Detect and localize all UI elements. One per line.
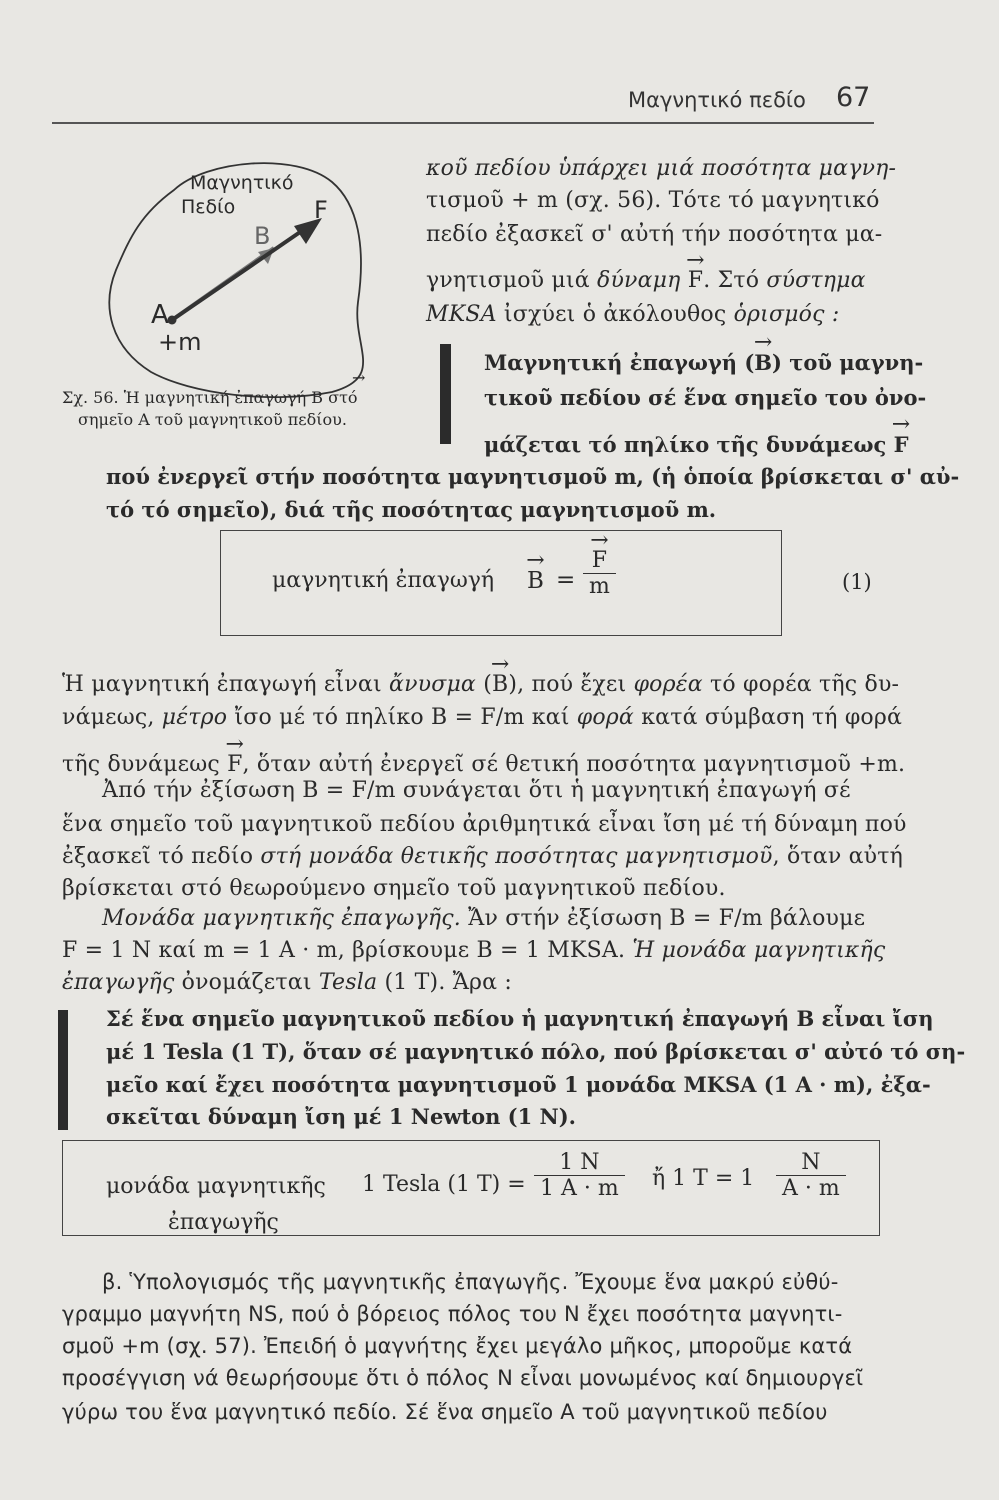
body-1-line-10-a: ἐπαγωγῆς — [62, 970, 175, 995]
formula-1-b-vector: → B — [527, 568, 544, 594]
body-1-magnitude-term: μέτρο — [161, 705, 228, 730]
figure-region-label-2: Πεδίο — [181, 196, 236, 218]
body-1-line-4: Ἀπό τήν ἐξίσωση B = F/m συνάγεται ὅτι ἡ μαγνητική ἐπαγωγή σέ — [102, 778, 851, 803]
body-1-vector-term: ἄνυσμα — [389, 672, 476, 697]
definition-2-line-1: Σέ ἕνα σημεῖο μαγνητικοῦ πεδίου ἡ μαγνητική ἐπαγωγή B εἶναι ἴση — [106, 1006, 934, 1031]
body-1-line-1-g: τό φορέα τῆς δυ- — [702, 672, 900, 697]
intro-line-5 — [426, 302, 839, 327]
definition-1-line-1-c: ) τοῦ μαγνη- — [772, 350, 924, 375]
intro-line-1: κοῦ πεδίου ὑπάρχει μιά ποσότητα μαγνη- — [426, 156, 897, 181]
header-rule — [52, 122, 874, 124]
formula-1-frac — [583, 548, 616, 599]
body-1-unit-charge-phrase: στή μονάδα θετικῆς ποσότητας μαγνητισμοῦ — [260, 844, 773, 869]
intro-line-4-a: γνητισμοῦ μιά — [426, 268, 598, 293]
formula-1-f-vector: → F — [592, 548, 607, 573]
formula-1-equals: = — [556, 567, 576, 593]
intro-definition-term: ὁρισμός : — [733, 302, 840, 327]
figure-b-label: B — [254, 222, 271, 250]
body-1-line-1 — [62, 672, 899, 697]
figure-point-a-label: A — [151, 300, 169, 330]
definition-1-f-vector: → F — [894, 432, 909, 457]
figure-caption-line-2: σημεῖο A τοῦ μαγνητικοῦ πεδίου. — [78, 410, 347, 429]
formula-2-denominator-1: 1 A · m — [534, 1175, 625, 1201]
running-head-title: Μαγνητικό πεδίο — [628, 88, 806, 112]
body-1-line-1-a: Ἡ μαγνητική ἐπαγωγή εἶναι — [62, 672, 390, 697]
definition-2-marker-bar — [58, 1010, 68, 1130]
formula-2-numerator-1: 1 N — [559, 1150, 600, 1175]
body-1-line-3-c: , ὅταν αὐτή ἐνεργεῖ σέ θετική ποσότητα μαγνητισμοῦ +m. — [242, 752, 906, 777]
formula-1-lhs — [527, 568, 544, 594]
formula-1-label: μαγνητική ἐπαγωγή — [272, 568, 495, 593]
definition-1-line-2: τικοῦ πεδίου σέ ἕνα σημεῖο του ὀνο- — [484, 385, 927, 410]
f-vector-line — [172, 228, 306, 320]
figure-caption-vector-arrow: → — [352, 368, 366, 387]
section-b-line-1-b: Ἔχουμε ἕνα μακρύ εὐθύ- — [568, 1270, 839, 1294]
body-1-line-10-d: (1 T). Ἄρα : — [377, 970, 513, 995]
body-1-line-10-b: ὀνομάζεται — [174, 970, 319, 995]
formula-1-numerator — [583, 548, 616, 573]
body-1-line-6-a: ἐξασκεῖ τό πεδίο — [62, 844, 261, 869]
definition-2-line-2: μέ 1 Tesla (1 T), ὅταν σέ μαγνητικό πόλο, πού βρίσκεται σ' αὐτό τό ση- — [106, 1039, 966, 1064]
body-1-line-10 — [62, 970, 512, 995]
body-1-line-1-e: ), πού ἔχει — [508, 672, 634, 697]
section-b-line-1 — [102, 1270, 839, 1294]
body-1-line-2-e: κατά σύμβαση τή φορά — [634, 705, 903, 730]
formula-2-label-2: ἐπαγωγῆς — [168, 1210, 279, 1235]
intro-line-4-d: . Στό — [703, 268, 767, 293]
intro-line-4 — [426, 268, 866, 293]
intro-line-2: τισμοῦ + m (σχ. 56). Τότε τό μαγνητικό — [426, 188, 880, 213]
figure-f-label: F — [314, 196, 328, 224]
formula-1-number: (1) — [842, 570, 872, 594]
body-1-line-2-a: νάμεως, — [62, 705, 162, 730]
formula-2-denominator-2: A · m — [776, 1175, 846, 1201]
body-1-line-8-b: Ἄν στήν ἐξίσωση B = F/m βάλουμε — [460, 906, 866, 931]
body-1-line-9-a: F = 1 N καί m = 1 A · m, βρίσκουμε B = 1 MKSA. — [62, 938, 633, 963]
formula-2-frac-1 — [534, 1150, 625, 1201]
formula-2-fraction-2 — [776, 1150, 846, 1201]
body-1-line-2-c: ἴσο μέ τό πηλίκο B = F/m καί — [227, 705, 577, 730]
formula-2-mid: ἤ 1 T = 1 — [652, 1166, 755, 1191]
page-number: 67 — [836, 82, 871, 113]
formula-2-numerator-2: N — [801, 1150, 821, 1175]
definition-1-b-vector: → B — [754, 350, 772, 375]
definition-2-line-3: μεῖο καί ἔχει ποσότητα μαγνητισμοῦ 1 μονάδα MKSA (1 A · m), ἐξα- — [106, 1072, 931, 1097]
definition-1-line-1-a: Μαγνητική ἐπαγωγή ( — [484, 350, 755, 375]
body-1-direction-term: φορά — [576, 705, 634, 730]
body-1-line-1-c: ( — [476, 672, 492, 697]
body-1-line-2 — [62, 705, 902, 730]
body-1-line-6 — [62, 844, 903, 869]
formula-1-fraction — [583, 548, 616, 599]
figure-caption-line-1: Σχ. 56. Ἡ μαγνητική ἐπαγωγή B στό — [62, 388, 358, 407]
formula-2-fraction-1 — [534, 1150, 625, 1201]
formula-2-lhs: 1 Tesla (1 T) = — [362, 1172, 526, 1197]
definition-1-line-3 — [484, 432, 908, 457]
body-1-b-vector: → B — [492, 672, 508, 697]
definition-1-line-3-a: μάζεται τό πηλίκο τῆς δυνάμεως — [484, 432, 894, 457]
section-b-line-2: γραμμο μαγνήτη NS, πού ὁ βόρειος πόλος του N ἔχει ποσότητα μαγνητι- — [62, 1302, 843, 1326]
body-1-f-vector: → F — [227, 752, 242, 777]
body-1-unit-phrase: Ἡ μονάδα μαγνητικῆς — [632, 938, 886, 963]
body-1-line-9 — [62, 938, 885, 963]
definition-1-line-1 — [484, 350, 923, 375]
intro-line-3: πεδίο ἐξασκεῖ σ' αὐτή τήν ποσότητα μα- — [426, 222, 883, 247]
section-b-heading: β. Ὑπολογισμός τῆς μαγνητικῆς ἐπαγωγῆς. — [102, 1270, 569, 1294]
formula-1-denominator: m — [583, 573, 616, 599]
body-1-line-3-a: τῆς δυνάμεως — [62, 752, 228, 777]
intro-force-vector: → F — [688, 268, 703, 293]
formula-2-frac-2 — [776, 1150, 846, 1201]
body-1-unit-heading: Μονάδα μαγνητικῆς ἐπαγωγῆς. — [102, 906, 461, 931]
section-b-line-3: σμοῦ +m (σχ. 57). Ἐπειδή ὁ μαγνήτης ἔχει μεγάλο μῆκος, μποροῦμε κατά — [62, 1334, 853, 1358]
intro-system-term: σύστημα — [766, 268, 866, 293]
body-1-line-8 — [102, 906, 865, 931]
definition-1-line-5: τό τό σημεῖο), διά τῆς ποσότητας μαγνητισμοῦ m. — [106, 497, 717, 522]
body-1-carrier-term: φορέα — [633, 672, 703, 697]
body-1-line-5: ἕνα σημεῖο τοῦ μαγνητικοῦ πεδίου ἀριθμητικά εἶναι ἴση μέ τή δύναμη πού — [62, 812, 907, 837]
figure-charge-label: +m — [158, 328, 202, 356]
body-1-line-6-c: , ὅταν αὐτή — [772, 844, 904, 869]
body-1-tesla-term: Tesla — [318, 970, 378, 995]
section-b-line-5: γύρω του ἕνα μαγνητικό πεδίο. Σέ ἕνα σημεῖο A τοῦ μαγνητικοῦ πεδίου — [62, 1400, 828, 1424]
formula-2-label-1: μονάδα μαγνητικῆς — [106, 1174, 326, 1199]
body-1-line-7: βρίσκεται στό θεωρούμενο σημεῖο τοῦ μαγνητικοῦ πεδίου. — [62, 876, 726, 901]
figure-region-label-1: Μαγνητικό — [190, 172, 294, 194]
definition-2-line-4: σκεῖται δύναμη ἴση μέ 1 Newton (1 N). — [106, 1104, 576, 1129]
body-1-line-3 — [62, 752, 905, 777]
section-b-line-4: προσέγγιση νά θεωρήσουμε ὅτι ὁ πόλος N εἶναι μονωμένος καί δημιουργεῖ — [62, 1366, 864, 1390]
definition-1-line-4: πού ἐνεργεῖ στήν ποσότητα μαγνητισμοῦ m, (ἡ ὁποία βρίσκεται σ' αὐ- — [106, 464, 960, 489]
definition-1-marker-bar — [440, 344, 451, 444]
intro-force-term: δύναμη — [597, 268, 681, 293]
intro-mksa: MKSA — [426, 302, 497, 327]
intro-line-5-b: ἰσχύει ὁ ἀκόλουθος — [496, 302, 734, 327]
